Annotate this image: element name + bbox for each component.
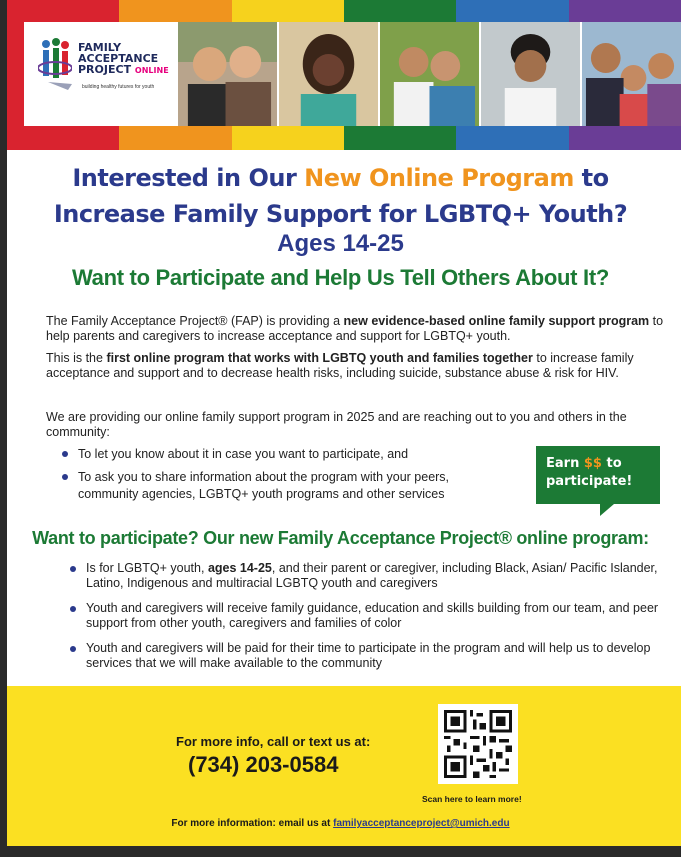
window-bottom-edge xyxy=(0,846,681,857)
photo-two-men xyxy=(178,22,277,126)
fap-logo xyxy=(24,22,176,126)
list-item: Youth and caregivers will receive family guidance, education and skills building from our team, and peer support from other youth, caregivers and families of color xyxy=(70,601,660,631)
program-heading: Want to participate? Our new Family Acceptance Project® online program: xyxy=(32,528,649,548)
logo-tagline: building healthy futures for youth xyxy=(82,84,155,90)
qr-code-icon xyxy=(444,710,512,778)
participate-headline: Want to Participate and Help Us Tell Others About It? xyxy=(72,265,609,290)
logo-wordmark: FAMILY ACCEPTANCE PROJECT ONLINE xyxy=(78,41,169,76)
list-item: To ask you to share information about the program with your peers, community agencies, LGBTQ+ youth programs and other services xyxy=(62,469,502,503)
email-link[interactable]: familyacceptanceproject@umich.edu xyxy=(333,818,510,829)
window-left-edge xyxy=(0,0,7,857)
photo-row xyxy=(24,22,681,126)
outreach-bullets xyxy=(62,446,502,509)
scan-caption: Scan here to learn more! xyxy=(422,794,522,804)
outreach-paragraph: We are providing our online family support program in 2025 and are reaching out to you and others in the community: xyxy=(46,410,627,439)
contact-label: For more info, call or text us at: xyxy=(176,734,371,749)
earn-money-badge: Earn $$ to participate! xyxy=(536,446,660,504)
photo-mother-son xyxy=(380,22,479,126)
badge-tail xyxy=(600,504,614,516)
first-program-paragraph: This is the first online program that works with LGBTQ youth and families together to increase family acceptance and support and to decrease health risks, including suicide, substance abuse & risk for HIV. xyxy=(46,351,634,380)
logo-figures-icon xyxy=(38,38,72,90)
photo-girl xyxy=(279,22,378,126)
main-headline: Interested in Our New Online Program to Increase Family Support for LGBTQ+ Youth? xyxy=(53,164,628,228)
list-item: To let you know about it in case you want to participate, and xyxy=(62,446,502,463)
photo-family xyxy=(582,22,681,126)
photo-young-man xyxy=(481,22,580,126)
list-item: Is for LGBTQ+ youth, ages 14-25, and their parent or caregiver, including Black, Asian/ Pacific Islander, Latino, Indigenous and multiracial LGBTQ youth and caregivers xyxy=(70,561,660,591)
email-line: For more information: email us at familyacceptanceproject@umich.edu xyxy=(171,818,510,829)
intro-paragraph: The Family Acceptance Project® (FAP) is providing a new evidence-based online family support program to help parents and caregivers to increase acceptance and support for LGBTQ+ youth. xyxy=(46,314,664,343)
list-item: Youth and caregivers will be paid for their time to participate in the program and will help us to develop services that we will make available to the community xyxy=(70,641,660,671)
qr-code[interactable] xyxy=(438,704,518,784)
phone-number[interactable]: (734) 203-0584 xyxy=(188,752,339,777)
ages-subheading: Ages 14-25 xyxy=(277,230,404,257)
program-bullets xyxy=(70,561,660,681)
